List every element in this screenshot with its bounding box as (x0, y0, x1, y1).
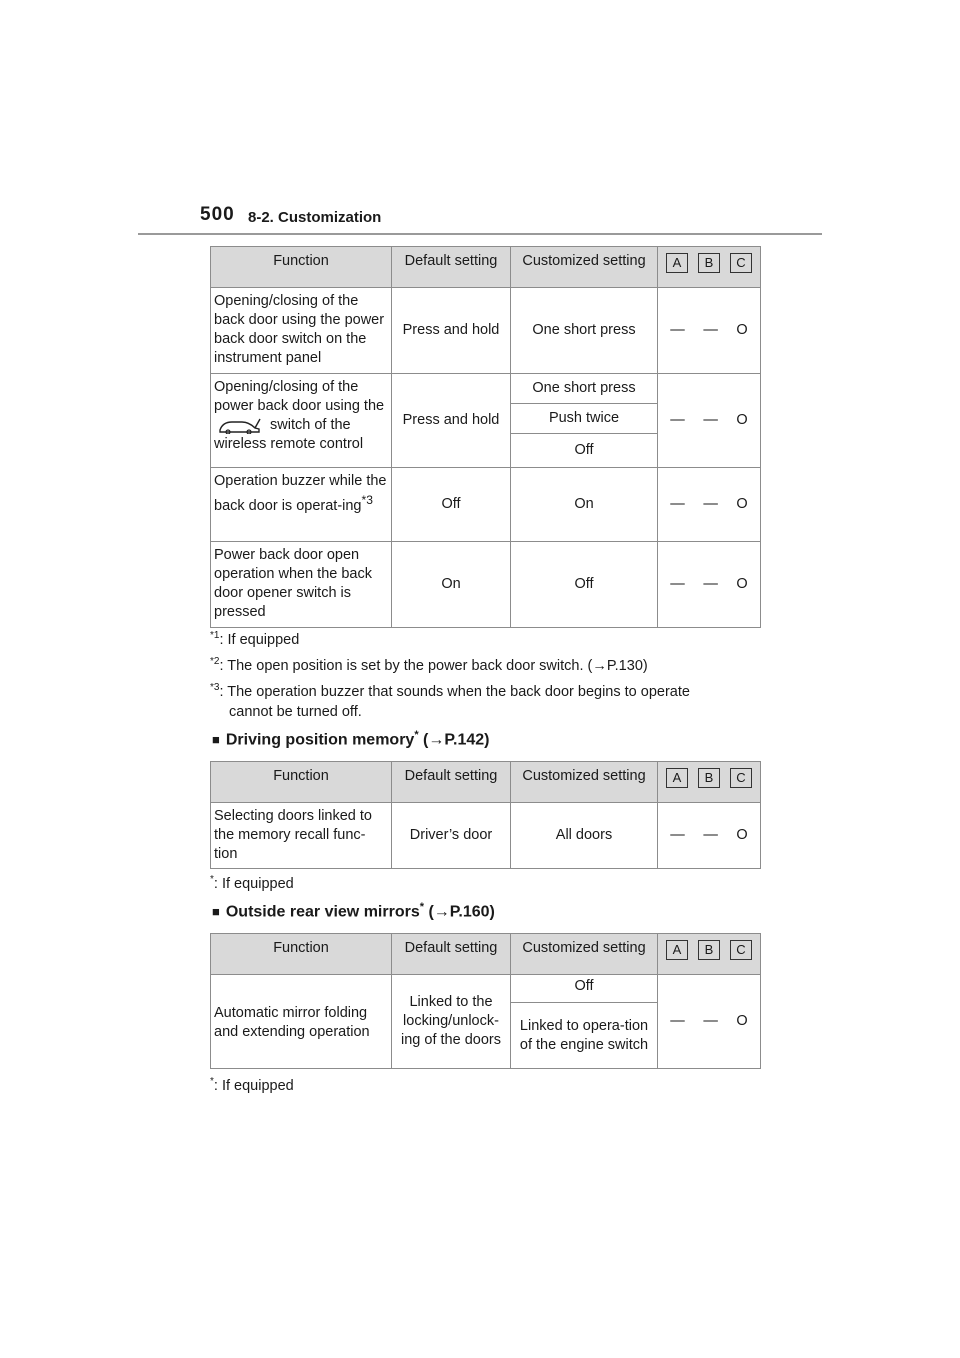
row-abc (658, 542, 761, 628)
row-function-post: switch of the wireless remote control (214, 417, 364, 452)
col-a-label: A (666, 940, 688, 960)
bullet-square-icon: ■ (212, 732, 220, 748)
row-b-value: — (703, 412, 718, 428)
section-title: 8-2. Customization (248, 209, 382, 226)
row-default: Press and hold (392, 374, 511, 468)
row-customized-option: Off (511, 434, 658, 468)
col-customized: Customized setting (511, 934, 658, 975)
row-b-value: — (703, 322, 718, 338)
driving-position-memory-table (210, 761, 761, 869)
col-default: Default setting (392, 934, 511, 975)
row-c-value: O (736, 827, 748, 843)
col-customized: Customized setting (511, 247, 658, 288)
footnote-mark: * (210, 1076, 214, 1087)
footnote-text-continued: cannot be turned off. (229, 703, 362, 720)
table-row (211, 288, 761, 374)
row-function: Selecting doors linked to the memory recall func-tion (211, 803, 392, 869)
row-abc (658, 288, 761, 374)
footnote (210, 652, 648, 676)
col-b-label: B (698, 940, 720, 960)
col-b-label: B (698, 768, 720, 788)
footnote (210, 678, 690, 722)
col-abc (658, 934, 761, 975)
col-customized: Customized setting (511, 762, 658, 803)
page-header (200, 200, 822, 236)
col-c-label: C (730, 768, 752, 788)
row-abc (658, 468, 761, 542)
col-function: Function (211, 934, 392, 975)
outside-mirrors-table (210, 933, 761, 1069)
page-number: 500 (200, 204, 235, 225)
table-row (211, 975, 761, 1003)
col-default: Default setting (392, 762, 511, 803)
row-default: Linked to the locking/unlock-ing of the doors (392, 975, 511, 1069)
row-function: Power back door open operation when the back door opener switch is pressed (211, 542, 392, 628)
col-c-label: C (730, 253, 752, 273)
row-a-value: — (670, 576, 685, 592)
heading-title: Driving position memory (225, 731, 415, 749)
table-header-row (211, 247, 761, 288)
footnote (210, 1072, 294, 1096)
footnote-mark: *3 (361, 493, 373, 507)
row-customized: On (511, 468, 658, 542)
footnote-text: : The operation buzzer that sounds when the back door begins to operate (219, 683, 690, 700)
row-function-pre: Opening/closing of the power back door using the (214, 379, 385, 414)
table-header-row (211, 934, 761, 975)
table-header-row (211, 762, 761, 803)
footnote-text: : If equipped (213, 875, 294, 892)
col-a-label: A (666, 253, 688, 273)
back-door-settings-table (210, 246, 761, 628)
footnote-mark: * (414, 729, 419, 741)
section-heading-driving-position-memory (212, 729, 489, 749)
row-c-value: O (736, 576, 748, 592)
col-abc (658, 762, 761, 803)
row-abc (658, 975, 761, 1069)
row-customized: All doors (511, 803, 658, 869)
row-customized-option: Off (511, 975, 658, 1003)
row-customized: One short press (511, 288, 658, 374)
table-row (211, 542, 761, 628)
bullet-square-icon: ■ (212, 904, 220, 920)
row-customized-option: Linked to opera-tion of the engine switch (511, 1003, 658, 1069)
col-c-label: C (730, 940, 752, 960)
row-function-text: Operation buzzer while the back door is operat-ing (214, 473, 387, 514)
footnote-mark: *1 (210, 630, 220, 641)
footnote-text: : The open position is set by the power back door switch. (→P.130) (219, 657, 648, 674)
col-function: Function (211, 762, 392, 803)
row-b-value: — (703, 827, 718, 843)
row-c-value: O (736, 1013, 748, 1029)
row-customized-option: One short press (511, 374, 658, 404)
row-function: Opening/closing of the back door using the power back door switch on the instrument panel (211, 288, 392, 374)
heading-title: Outside rear view mirrors (225, 903, 420, 921)
row-abc (658, 374, 761, 468)
col-default: Default setting (392, 247, 511, 288)
row-function (211, 374, 392, 468)
row-b-value: — (703, 496, 718, 512)
section-heading-outside-rear-view-mirrors (212, 901, 495, 921)
row-c-value: O (736, 322, 748, 338)
footnote-mark: *2 (210, 656, 220, 667)
row-default: Off (392, 468, 511, 542)
col-abc (658, 247, 761, 288)
footnote (210, 626, 299, 650)
row-a-value: — (670, 496, 685, 512)
row-default: Press and hold (392, 288, 511, 374)
table-row (211, 803, 761, 869)
table-row (211, 468, 761, 542)
row-b-value: — (703, 576, 718, 592)
footnote-text: : If equipped (213, 1077, 294, 1094)
footnote-text: : If equipped (219, 631, 300, 648)
footnote (210, 870, 294, 894)
footnote-mark: * (419, 901, 424, 913)
header-rule (138, 233, 822, 235)
row-a-value: — (670, 322, 685, 338)
row-c-value: O (736, 496, 748, 512)
footnote-mark: * (210, 874, 214, 885)
page-reference[interactable]: (→P.142) (418, 731, 490, 749)
table-row (211, 374, 761, 404)
row-function: Automatic mirror folding and extending operation (211, 975, 392, 1069)
row-function (211, 468, 392, 542)
row-default: Driver’s door (392, 803, 511, 869)
row-b-value: — (703, 1013, 718, 1029)
col-b-label: B (698, 253, 720, 273)
row-abc (658, 803, 761, 869)
car-back-door-icon (218, 416, 262, 434)
row-a-value: — (670, 827, 685, 843)
footnote-mark: *3 (210, 682, 220, 693)
page-reference[interactable]: (→P.160) (424, 903, 495, 921)
col-function: Function (211, 247, 392, 288)
col-a-label: A (666, 768, 688, 788)
row-default: On (392, 542, 511, 628)
row-customized: Off (511, 542, 658, 628)
row-c-value: O (736, 412, 748, 428)
row-a-value: — (670, 412, 685, 428)
row-a-value: — (670, 1013, 685, 1029)
row-customized-option: Push twice (511, 404, 658, 434)
